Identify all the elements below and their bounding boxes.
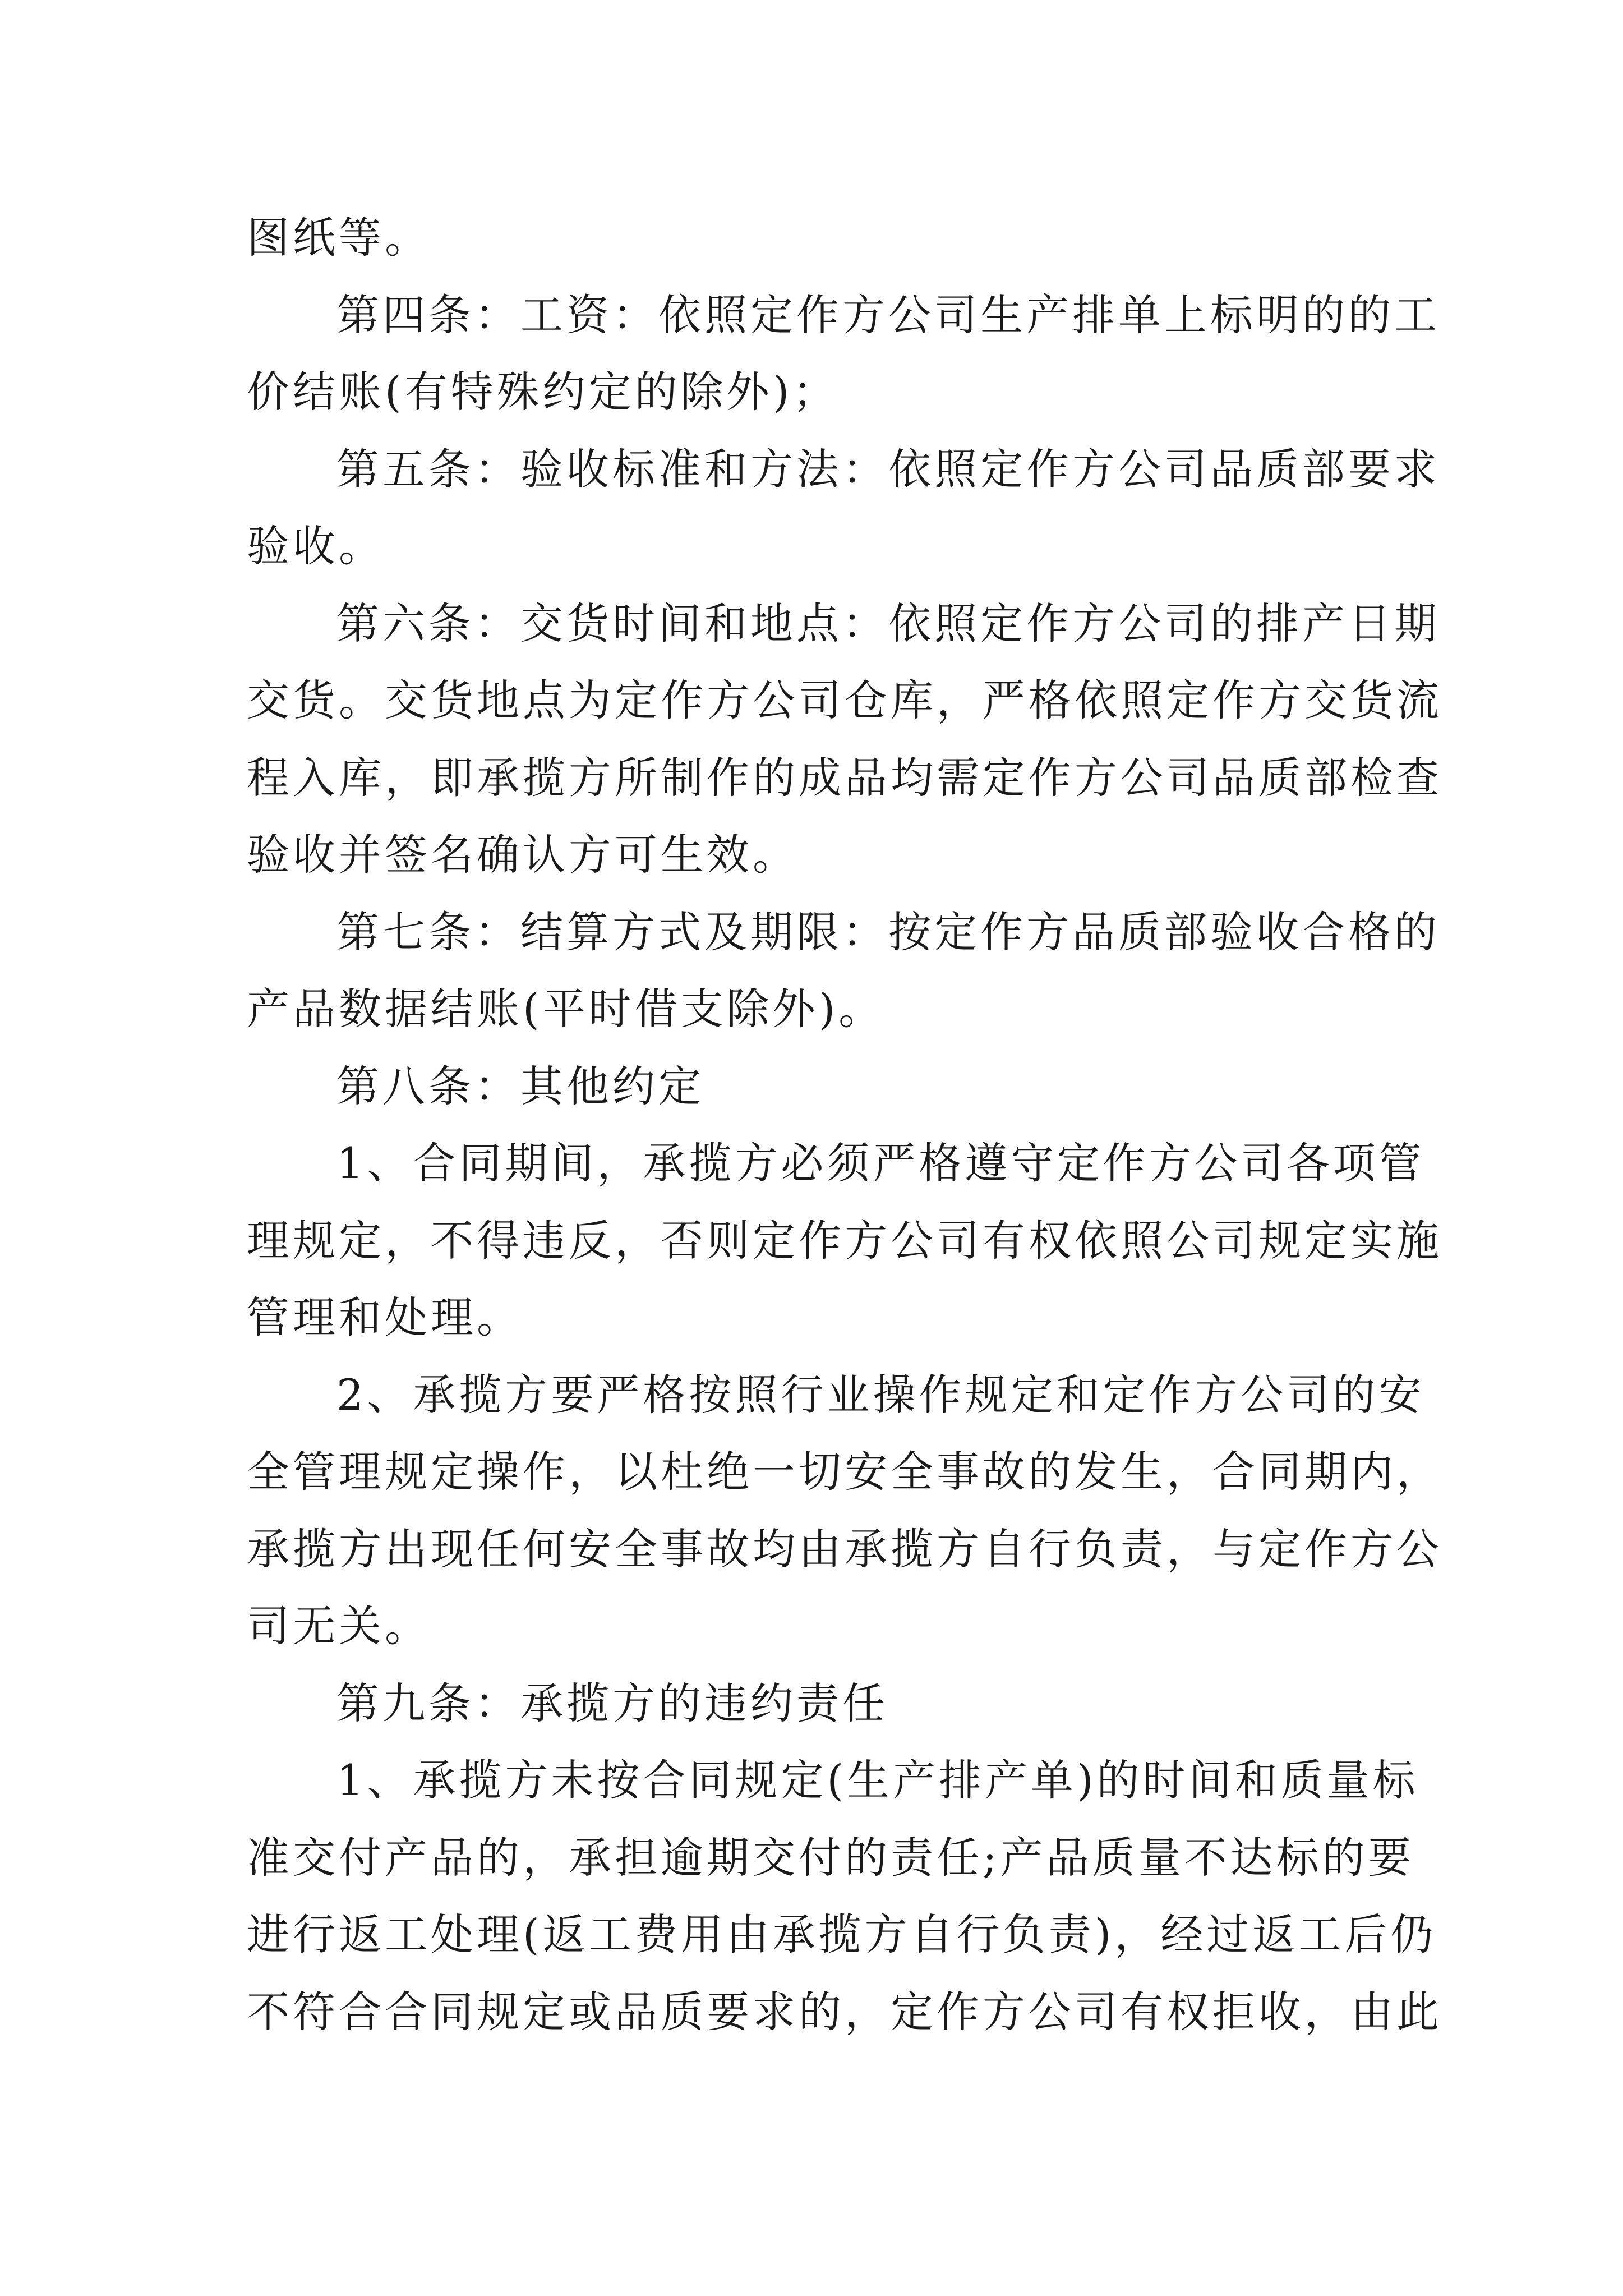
- text-line: 司无关。: [247, 1601, 431, 1651]
- text-line: 全管理规定操作，以杜绝一切安全事故的发生，合同期内，: [247, 1447, 1442, 1497]
- text-line: 产品数据结账(平时借支除外)。: [247, 984, 885, 1034]
- text-line: 不符合合同规定或品质要求的，定作方公司有权拒收，由此: [247, 1986, 1442, 2037]
- text-line: 管理和处理。: [247, 1292, 523, 1342]
- text-line: 第六条：交货时间和地点：依照定作方公司的排产日期: [336, 598, 1440, 648]
- text-line: 验收并签名确认方可生效。: [247, 830, 799, 880]
- text-line: 程入库，即承揽方所制作的成品均需定作方公司品质部检查: [247, 752, 1442, 803]
- text-line: 第七条：结算方式及期限：按定作方品质部验收合格的: [336, 907, 1440, 957]
- text-line: 图纸等。: [247, 213, 431, 263]
- text-line: 第五条：验收标准和方法：依照定作方公司品质部要求: [336, 444, 1440, 494]
- text-line: 理规定，不得违反，否则定作方公司有权依照公司规定实施: [247, 1215, 1442, 1266]
- text-line: 第八条：其他约定: [336, 1061, 704, 1111]
- text-line: 1、合同期间，承揽方必须严格遵守定作方公司各项管: [336, 1138, 1425, 1188]
- text-line: 1、承揽方未按合同规定(生产排产单)的时间和质量标: [336, 1755, 1419, 1805]
- document-body: [247, 199, 1442, 2050]
- text-line: 价结账(有特殊约定的除外)；: [247, 367, 839, 417]
- text-line: 验收。: [247, 521, 385, 571]
- text-line: 交货。交货地点为定作方公司仓库，严格依照定作方交货流: [247, 675, 1442, 725]
- text-line: 进行返工处理(返工费用由承揽方自行负责)，经过返工后仍: [247, 1910, 1437, 1959]
- text-line: 承揽方出现任何安全事故均由承揽方自行负责，与定作方公: [247, 1524, 1442, 1574]
- text-line: 准交付产品的，承担逾期交付的责任;产品质量不达标的要: [247, 1832, 1414, 1883]
- text-line: 第四条：工资：依照定作方公司生产排单上标明的的工: [336, 289, 1440, 340]
- text-line: 第九条：承揽方的违约责任: [336, 1678, 888, 1728]
- text-line: 2、承揽方要严格按照行业操作规定和定作方公司的安: [336, 1369, 1425, 1420]
